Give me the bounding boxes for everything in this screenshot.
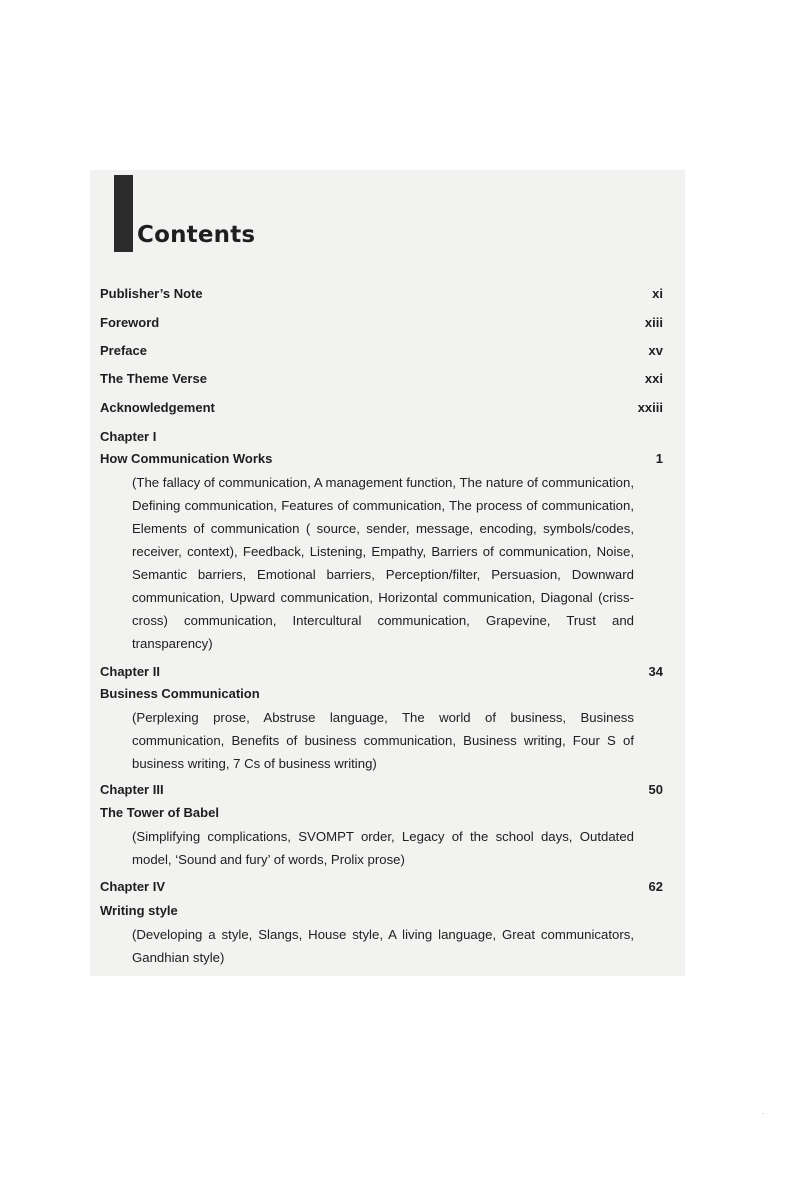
- chapter-2-topics: (Perplexing prose, Abstruse language, The world of business, Business communication, Benefits of business communication, Business writing, Four S of business writing, 7 Cs of business writing): [132, 710, 634, 771]
- toc-entry-page: xxi: [644, 371, 663, 386]
- toc-entry-theme-verse[interactable]: [100, 371, 663, 386]
- toc-entry-page: xxiii: [637, 400, 663, 415]
- chapter-number-label: Chapter II: [100, 664, 160, 679]
- table-of-contents: [90, 170, 685, 976]
- toc-entry-foreword[interactable]: [100, 315, 663, 330]
- chapter-3-title[interactable]: [100, 805, 663, 820]
- chapter-number-label: Chapter III: [100, 782, 164, 797]
- chapter-3-topics: (Simplifying complications, SVOMPT order, Legacy of the school days, Outdated model, ‘Sound and fury’ of words, Prolix prose): [132, 829, 634, 867]
- scanned-page: [90, 170, 685, 976]
- toc-entry-preface[interactable]: [100, 343, 663, 358]
- toc-entry-acknowledgement[interactable]: [100, 400, 663, 415]
- chapter-page: 34: [648, 664, 663, 679]
- chapter-1-topics: (The fallacy of communication, A management function, The nature of communication, Defining communication, Features of communication, The process of communication, Elements of communication ( source, sender, message, encoding, symbols/codes, receiver, context), Feedback, Listening, Empathy, Barriers of communication, Noise, Semantic barriers, Emotional barriers, Perception/filter, Persuasion, Downward communication, Upward communication, Horizontal communication, Diagonal (criss-cross) communication, Intercultural communication, Grapevine, Trust and transparency): [132, 475, 634, 651]
- chapter-2-number[interactable]: [100, 664, 663, 679]
- chapter-3-number[interactable]: [100, 782, 663, 797]
- toc-entry-label: Preface: [100, 343, 147, 358]
- chapter-1-title[interactable]: [100, 451, 663, 466]
- chapter-4-title[interactable]: [100, 903, 663, 918]
- page-title: Contents: [137, 222, 256, 248]
- chapter-title: The Tower of Babel: [100, 805, 219, 820]
- toc-entry-page: xiii: [644, 315, 663, 330]
- toc-entry-publishers-note[interactable]: [100, 286, 663, 301]
- toc-entry-label: The Theme Verse: [100, 371, 207, 386]
- chapter-4-number[interactable]: [100, 879, 663, 894]
- toc-entry-page: xi: [652, 286, 663, 301]
- chapter-title: How Communication Works: [100, 451, 273, 466]
- chapter-2-title[interactable]: [100, 686, 663, 701]
- chapter-number-label: Chapter I: [100, 429, 157, 444]
- chapter-page: 50: [648, 782, 663, 797]
- chapter-title: Business Communication: [100, 686, 260, 701]
- toc-entry-page: xv: [648, 343, 663, 358]
- toc-entry-label: Acknowledgement: [100, 400, 215, 415]
- chapter-page: 62: [648, 879, 663, 894]
- chapter-1-number[interactable]: [100, 429, 663, 444]
- chapter-page: 1: [655, 451, 663, 466]
- toc-entry-label: Foreword: [100, 315, 160, 330]
- chapter-4-topics: (Developing a style, Slangs, House style, A living language, Great communicators, Gandhian style): [132, 927, 634, 965]
- chapter-number-label: Chapter IV: [100, 879, 166, 894]
- scan-speck: [763, 1113, 764, 1114]
- chapter-title: Writing style: [100, 903, 178, 918]
- toc-entry-label: Publisher’s Note: [100, 286, 203, 301]
